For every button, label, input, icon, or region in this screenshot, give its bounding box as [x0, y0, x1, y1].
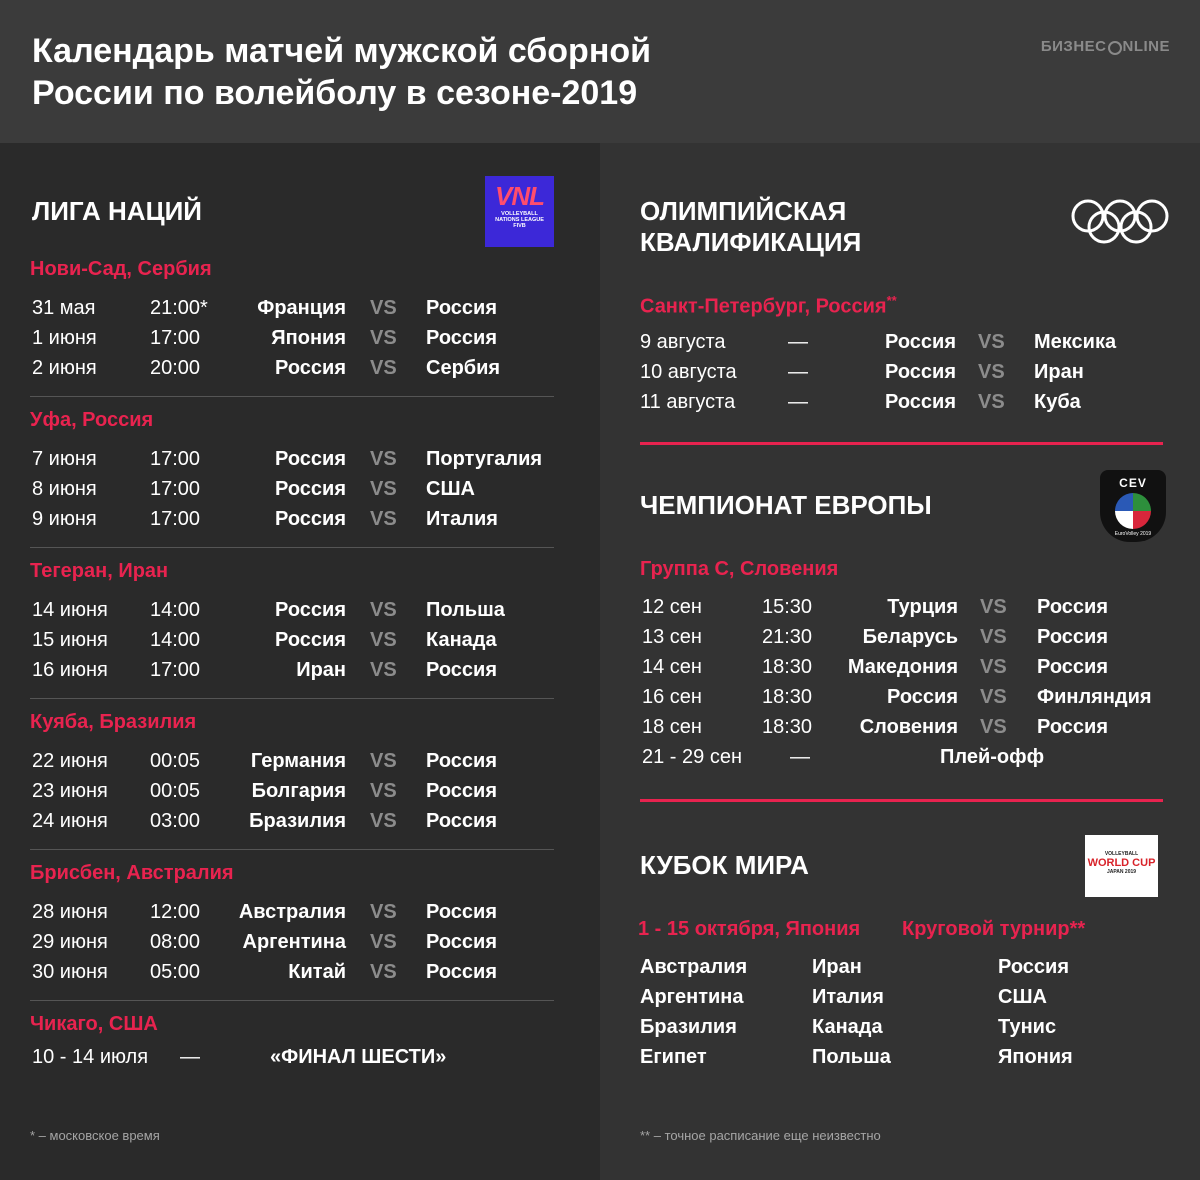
team-a: Россия [274, 478, 346, 500]
team-b: Канада [426, 629, 497, 651]
team: Тунис [998, 1016, 1057, 1038]
vs-label: VS [370, 599, 397, 621]
olympic-city [640, 293, 897, 319]
match-time: 17:00 [150, 448, 201, 470]
match-row [32, 293, 572, 323]
vs-label: VS [980, 686, 1007, 708]
final-date: 10 - 14 июля [32, 1046, 149, 1068]
final-city: Чикаго, США [30, 1013, 158, 1035]
team-b: Иран [1034, 361, 1084, 383]
match-date: 13 сен [642, 626, 702, 648]
vs-label: VS [980, 626, 1007, 648]
match-row [32, 776, 572, 806]
team-b: Россия [1037, 656, 1109, 678]
vs-label: VS [370, 750, 397, 772]
vs-label: VS [980, 656, 1007, 678]
match-time: — [788, 391, 808, 413]
team: США [998, 986, 1047, 1008]
group-divider [30, 396, 554, 397]
team-b: Россия [426, 961, 498, 983]
match-date: 16 июня [32, 659, 108, 681]
team: Австралия [640, 956, 748, 978]
vs-label: VS [370, 780, 397, 802]
vs-label: VS [370, 327, 397, 349]
world-cup-format: Круговой турнир** [902, 918, 1086, 940]
vnl-logo-line3: FIVB [513, 223, 526, 229]
team-b: Польша [426, 599, 505, 621]
team-a: Россия [884, 331, 956, 353]
match-time: 00:05 [150, 750, 201, 772]
match-row [640, 357, 1180, 387]
match-row [642, 652, 1182, 682]
team-b: Россия [426, 297, 498, 319]
team-a: Франция [257, 297, 346, 319]
team-a: Россия [274, 599, 346, 621]
group-divider [30, 698, 554, 699]
eurovolley-ball-icon [1115, 493, 1151, 529]
team-b: Португалия [426, 448, 543, 470]
olympic-city-name: Санкт-Петербург, Россия [640, 295, 887, 318]
euro-playoff-row [642, 742, 1172, 772]
match-date: 8 июня [32, 478, 97, 500]
match-date: 24 июня [32, 810, 108, 832]
match-row [640, 387, 1180, 417]
team: Канада [812, 1016, 883, 1038]
match-time: 18:30 [762, 686, 813, 708]
cev-logo-top: CEV [1119, 476, 1147, 490]
match-time: 14:00 [150, 629, 201, 651]
city-heading: Куяба, Бразилия [30, 711, 197, 733]
match-row [642, 622, 1182, 652]
euro-divider [640, 799, 1163, 802]
match-date: 1 июня [32, 327, 97, 349]
group-divider [30, 1000, 554, 1001]
world-cup-col-1 [640, 952, 747, 1072]
match-time: 17:00 [150, 508, 201, 530]
cev-logo-bottom: EuroVolley 2019 [1114, 531, 1152, 537]
match-date: 29 июня [32, 931, 108, 953]
match-row [32, 504, 572, 534]
playoff-dash: — [790, 746, 810, 768]
vs-label: VS [370, 629, 397, 651]
team-a: Россия [886, 686, 958, 708]
team-b: Россия [426, 901, 498, 923]
match-time: — [788, 361, 808, 383]
match-time: 15:30 [762, 596, 813, 618]
title-line-1: Календарь матчей мужской сборной [32, 32, 652, 70]
world-cup-logo-line3: JAPAN 2019 [1106, 869, 1137, 875]
world-cup-col-2 [812, 952, 891, 1072]
olympic-title-line2: КВАЛИФИКАЦИЯ [640, 227, 862, 257]
team-a: Аргентина [242, 931, 346, 953]
team: Япония [998, 1046, 1073, 1068]
match-row [32, 353, 572, 383]
team-a: Турция [887, 596, 958, 618]
team-a: Россия [274, 357, 346, 379]
team-b: Россия [1037, 596, 1109, 618]
brand-left: БИЗНЕС [1040, 38, 1107, 55]
vnl-logo [485, 176, 554, 247]
match-date: 28 июня [32, 901, 108, 923]
vs-label: VS [370, 961, 397, 983]
match-date: 7 июня [32, 448, 97, 470]
match-row [32, 927, 572, 957]
match-time: 18:30 [762, 656, 813, 678]
match-row [32, 474, 572, 504]
world-cup-city: 1 - 15 октября, Япония [638, 918, 861, 940]
title-line-2: России по волейболу в сезоне-2019 [32, 74, 638, 112]
city-heading: Нови-Сад, Сербия [30, 258, 212, 280]
vs-label: VS [370, 901, 397, 923]
team-b: США [426, 478, 475, 500]
match-time: 21:30 [762, 626, 813, 648]
vs-label: VS [980, 596, 1007, 618]
team-b: Сербия [426, 357, 501, 379]
team: Польша [812, 1046, 891, 1068]
team: Италия [812, 986, 884, 1008]
team-b: Россия [426, 931, 498, 953]
olympic-title-line1: ОЛИМПИЙСКАЯ [640, 196, 847, 226]
team-b: Россия [426, 780, 498, 802]
match-row [32, 625, 572, 655]
team: Аргентина [640, 986, 744, 1008]
match-date: 22 июня [32, 750, 108, 772]
team-a: Македония [847, 656, 958, 678]
match-row [32, 957, 572, 987]
vs-label: VS [370, 357, 397, 379]
nations-league-title: ЛИГА НАЦИЙ [32, 196, 202, 226]
team-a: Россия [274, 448, 346, 470]
team-a: Россия [274, 629, 346, 651]
match-date: 16 сен [642, 686, 702, 708]
team: Бразилия [640, 1016, 737, 1038]
match-row [32, 806, 572, 836]
match-row [642, 712, 1182, 742]
vnl-logo-line2: NATIONS LEAGUE [495, 217, 544, 223]
final-label: «ФИНАЛ ШЕСТИ» [270, 1046, 447, 1068]
vs-label: VS [978, 391, 1005, 413]
vs-label: VS [370, 508, 397, 530]
footnote-right: ** – точное расписание еще неизвестно [640, 1128, 881, 1143]
world-cup-logo-line1: VOLLEYBALL [1104, 851, 1139, 857]
brand-o-icon [1108, 41, 1122, 55]
team-a: Россия [884, 391, 956, 413]
team-a: Германия [250, 750, 346, 772]
match-date: 10 августа [640, 361, 737, 383]
header [0, 0, 1200, 143]
vs-label: VS [370, 297, 397, 319]
team-a: Австралия [238, 901, 346, 923]
match-row [32, 897, 572, 927]
team-b: Россия [426, 327, 498, 349]
footnote-left: * – московское время [30, 1128, 160, 1143]
team-b: Россия [426, 810, 498, 832]
euro-title: ЧЕМПИОНАТ ЕВРОПЫ [640, 490, 932, 520]
team-a: Иран [296, 659, 346, 681]
group-divider [30, 849, 554, 850]
match-time: 14:00 [150, 599, 201, 621]
match-row [32, 655, 572, 685]
match-time: 20:00 [150, 357, 201, 379]
group-divider [30, 547, 554, 548]
match-date: 31 мая [32, 297, 96, 319]
world-cup-title: КУБОК МИРА [640, 850, 809, 880]
match-time: 18:30 [762, 716, 813, 738]
match-time: 00:05 [150, 780, 201, 802]
team-a: Беларусь [862, 626, 958, 648]
world-cup-col-3 [998, 952, 1073, 1072]
match-date: 23 июня [32, 780, 108, 802]
city-heading: Тегеран, Иран [30, 560, 169, 582]
match-row [642, 682, 1182, 712]
final-row [32, 1042, 552, 1072]
match-time: 12:00 [150, 901, 201, 923]
team-b: Италия [426, 508, 498, 530]
team-b: Мексика [1034, 331, 1117, 353]
match-date: 18 сен [642, 716, 702, 738]
vs-label: VS [370, 810, 397, 832]
final-dash: — [180, 1046, 200, 1068]
team-a: Россия [884, 361, 956, 383]
olympic-city-mark: ** [886, 293, 897, 308]
match-date: 12 сен [642, 596, 702, 618]
match-date: 15 июня [32, 629, 108, 651]
vnl-logo-line1: VOLLEYBALL [501, 211, 538, 217]
match-time: 17:00 [150, 327, 201, 349]
team-a: Япония [271, 327, 346, 349]
team-b: Россия [426, 659, 498, 681]
team-a: Россия [274, 508, 346, 530]
match-row [32, 323, 572, 353]
match-row [642, 592, 1182, 622]
vs-label: VS [370, 448, 397, 470]
team-b: Россия [426, 750, 498, 772]
match-date: 11 августа [640, 391, 736, 413]
match-date: 14 сен [642, 656, 702, 678]
vnl-logo-main: VNL [495, 181, 544, 211]
match-time: — [788, 331, 808, 353]
playoff-date: 21 - 29 сен [642, 746, 742, 768]
team-a: Бразилия [249, 810, 346, 832]
match-date: 30 июня [32, 961, 108, 983]
brand-right: NLINE [1122, 38, 1170, 55]
world-cup-logo-line2: WORLD CUP [1087, 857, 1156, 869]
match-date: 14 июня [32, 599, 108, 621]
team-a: Болгария [251, 780, 346, 802]
match-time: 21:00* [150, 297, 208, 319]
vs-label: VS [370, 931, 397, 953]
olympic-divider [640, 442, 1163, 445]
match-date: 9 июня [32, 508, 97, 530]
page-title [32, 30, 932, 114]
team-b: Россия [1037, 626, 1109, 648]
match-time: 17:00 [150, 478, 201, 500]
team: Иран [812, 956, 862, 978]
vs-label: VS [980, 716, 1007, 738]
match-time: 03:00 [150, 810, 201, 832]
brand-logo [1041, 38, 1170, 55]
city-heading: Брисбен, Австралия [30, 862, 234, 884]
match-row [32, 444, 572, 474]
match-row [32, 746, 572, 776]
cev-logo [1100, 470, 1166, 542]
vs-label: VS [370, 478, 397, 500]
vs-label: VS [978, 361, 1005, 383]
team-b: Финляндия [1037, 686, 1152, 708]
world-cup-logo [1085, 835, 1158, 897]
match-row [32, 595, 572, 625]
match-date: 2 июня [32, 357, 97, 379]
team: Россия [998, 956, 1070, 978]
vs-label: VS [370, 659, 397, 681]
team: Египет [640, 1046, 707, 1068]
match-time: 17:00 [150, 659, 201, 681]
match-row [640, 327, 1180, 357]
match-time: 08:00 [150, 931, 201, 953]
vs-label: VS [978, 331, 1005, 353]
euro-city: Группа С, Словения [640, 558, 839, 580]
team-b: Россия [1037, 716, 1109, 738]
city-heading: Уфа, Россия [30, 409, 154, 431]
olympic-title [640, 196, 861, 258]
match-time: 05:00 [150, 961, 201, 983]
team-a: Китай [288, 961, 346, 983]
team-a: Словения [859, 716, 958, 738]
olympic-rings-icon [1070, 198, 1170, 244]
team-b: Куба [1034, 391, 1081, 413]
playoff-label: Плей-офф [940, 746, 1045, 768]
match-date: 9 августа [640, 331, 726, 353]
